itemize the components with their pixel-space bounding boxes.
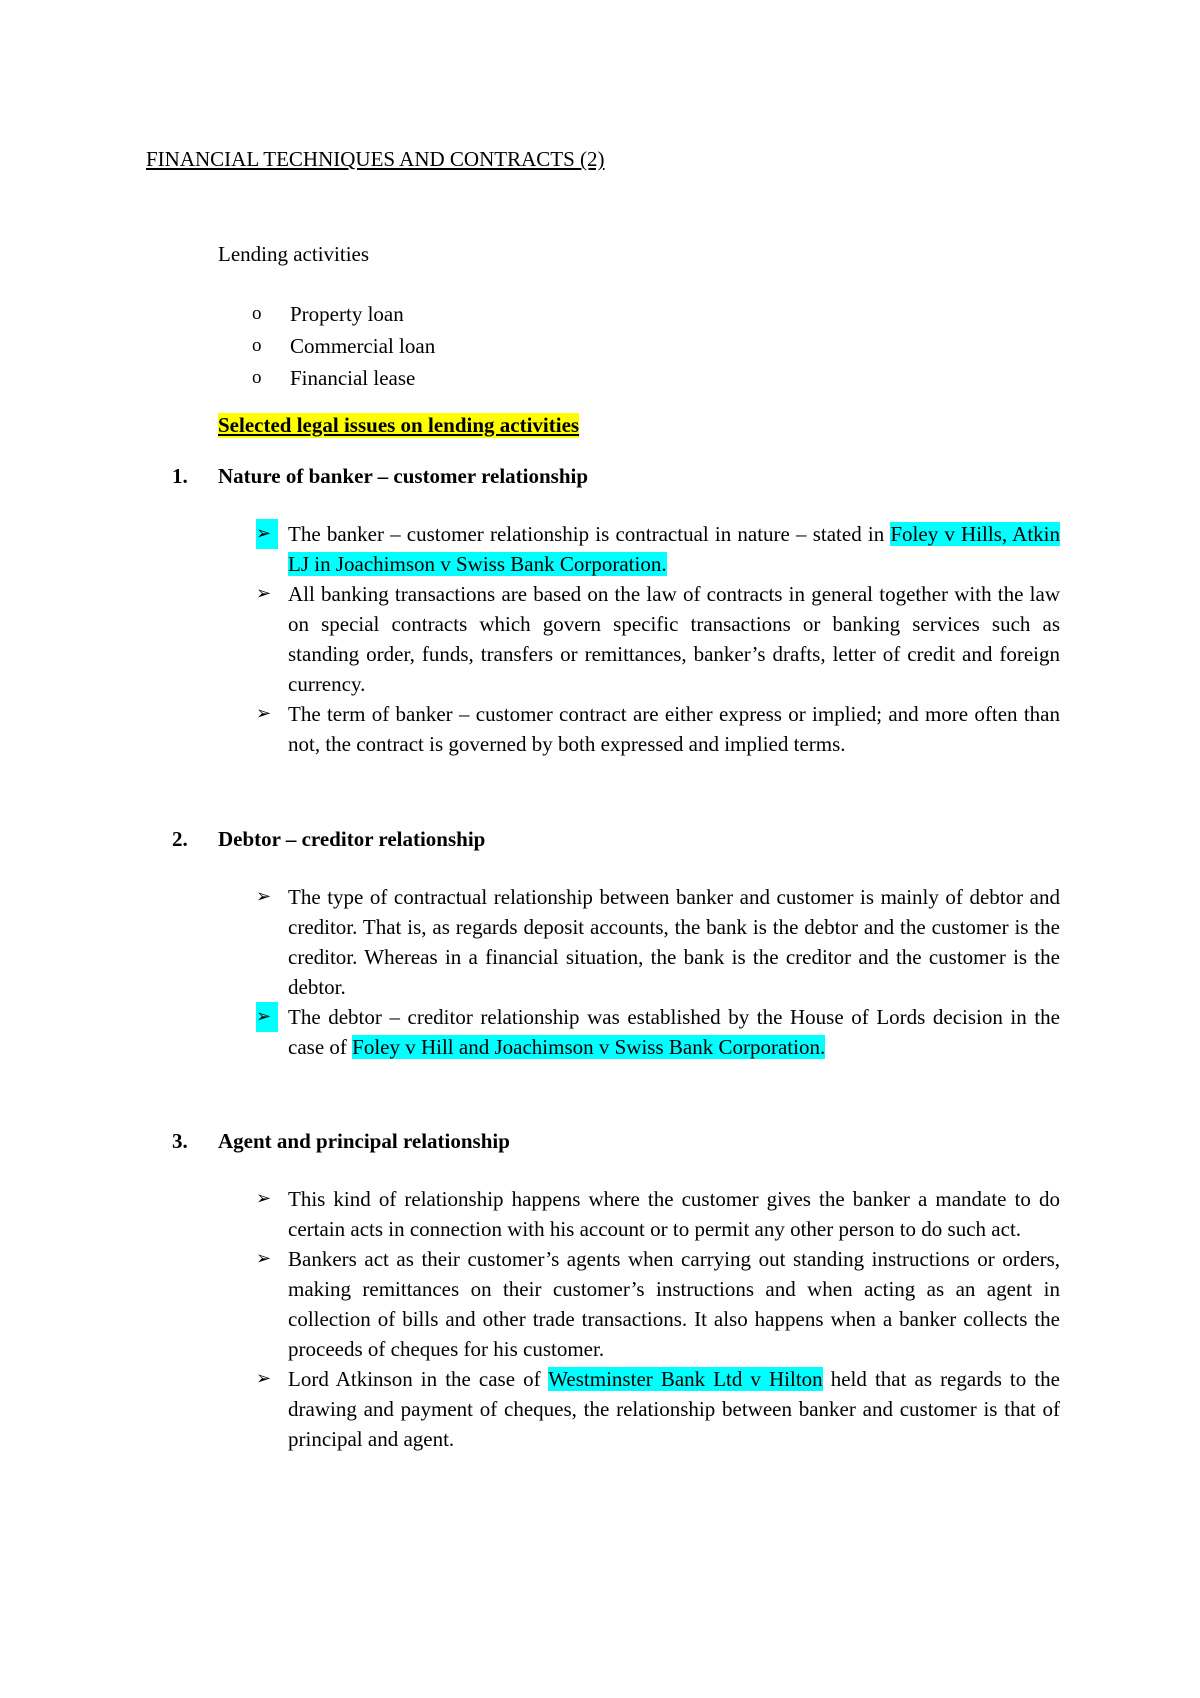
lending-activities-list: [252, 298, 435, 394]
bullet-text: [252, 1002, 1060, 1062]
list-item: [172, 519, 1060, 579]
list-item: [172, 1244, 1060, 1364]
section-heading: [172, 823, 1060, 855]
bullet-text: The type of contractual relationship between banker and customer is mainly of debtor and creditor. That is, as regards deposit accounts, the bank is the debtor and the customer is the creditor. Whereas in a financial situation, the bank is the creditor and the customer is the debtor.: [288, 885, 1060, 999]
list-item-label: Property loan: [290, 302, 404, 326]
bullet-text-plain: held that as regards to the drawing and payment of cheques, the relationship between banker and customer is that of principal and agent.: [288, 1367, 1060, 1451]
section-heading: [172, 460, 1060, 492]
bullet-text: Bankers act as their customer’s agents when carrying out standing instructions or orders, making remittances on their customer’s instructions and when acting as an agent in collection of bills and other trade transactions. It also happens when a banker collects the proceeds of cheques for his customer.: [288, 1247, 1060, 1361]
section-heading: [172, 1125, 1060, 1157]
list-item: [172, 699, 1060, 759]
arrow-bullet-icon: ➢: [256, 703, 272, 724]
bullet-list: [172, 882, 1060, 1062]
circle-bullet-icon: o: [252, 303, 262, 324]
section-nature-of-relationship: [172, 460, 1060, 759]
list-item: [172, 1364, 1060, 1454]
list-item: [172, 882, 1060, 1002]
bullet-text-plain: Lord Atkinson in the case of: [288, 1367, 549, 1391]
arrow-bullet-icon: ➢: [256, 1368, 272, 1389]
section-number: 2.: [172, 827, 188, 851]
list-item: [252, 362, 435, 394]
bullet-list: [172, 1184, 1060, 1454]
list-item-label: Commercial loan: [290, 334, 436, 358]
arrow-bullet-icon: ➢: [256, 886, 272, 907]
section-heading-text: Nature of banker – customer relationship: [218, 464, 589, 488]
case-citation: Foley v Hills, Atkin LJ in Joachimson v Swiss Bank Corporation.: [288, 522, 1060, 576]
bullet-text-plain: The banker – customer relationship is contractual in nature – stated in: [288, 522, 891, 546]
section-agent-principal: [172, 1125, 1060, 1454]
section-heading-text: Agent and principal relationship: [218, 1129, 510, 1153]
bullet-text: [252, 1364, 1060, 1454]
arrow-bullet-icon: ➢: [256, 1002, 278, 1032]
bullet-list: [172, 519, 1060, 759]
bullet-text: This kind of relationship happens where the customer gives the banker a mandate to do certain acts in connection with his account or to permit any other person to do such act.: [288, 1187, 1060, 1241]
list-item: [172, 1184, 1060, 1244]
arrow-bullet-icon: ➢: [256, 583, 272, 604]
list-item: [252, 330, 435, 362]
list-item: [172, 579, 1060, 699]
circle-bullet-icon: o: [252, 335, 262, 356]
intro-text: Lending activities: [218, 242, 370, 266]
list-item-label: Financial lease: [290, 366, 416, 390]
arrow-bullet-icon: ➢: [256, 1188, 272, 1209]
bullet-text: The term of banker – customer contract are either express or implied; and more often than not, the contract is governed by both expressed and implied terms.: [288, 702, 1060, 756]
bullet-text-plain: The debtor – creditor relationship was established by the House of Lords decision in the case of: [288, 1005, 1060, 1059]
section-number: 1.: [172, 464, 188, 488]
bullet-text: [252, 519, 1060, 579]
list-item: [172, 1002, 1060, 1062]
section-heading-text: Debtor – creditor relationship: [218, 827, 486, 851]
arrow-bullet-icon: ➢: [256, 1248, 272, 1269]
bullet-text: All banking transactions are based on the law of contracts in general together with the law on special contracts which govern specific transactions or banking services such as standing order, funds, transfers or remittances, banker’s drafts, letter of credit and foreign currency.: [288, 582, 1060, 696]
list-item: [252, 298, 435, 330]
section-number: 3.: [172, 1129, 188, 1153]
issues-heading: Selected legal issues on lending activities: [218, 413, 580, 437]
section-debtor-creditor: [172, 823, 1060, 1062]
arrow-bullet-icon: ➢: [256, 519, 278, 549]
circle-bullet-icon: o: [252, 367, 262, 388]
case-citation: Westminster Bank Ltd v Hilton: [548, 1367, 823, 1391]
page-title: FINANCIAL TECHNIQUES AND CONTRACTS (2): [146, 147, 605, 171]
case-citation: Foley v Hill and Joachimson v Swiss Bank Corporation.: [352, 1035, 826, 1059]
